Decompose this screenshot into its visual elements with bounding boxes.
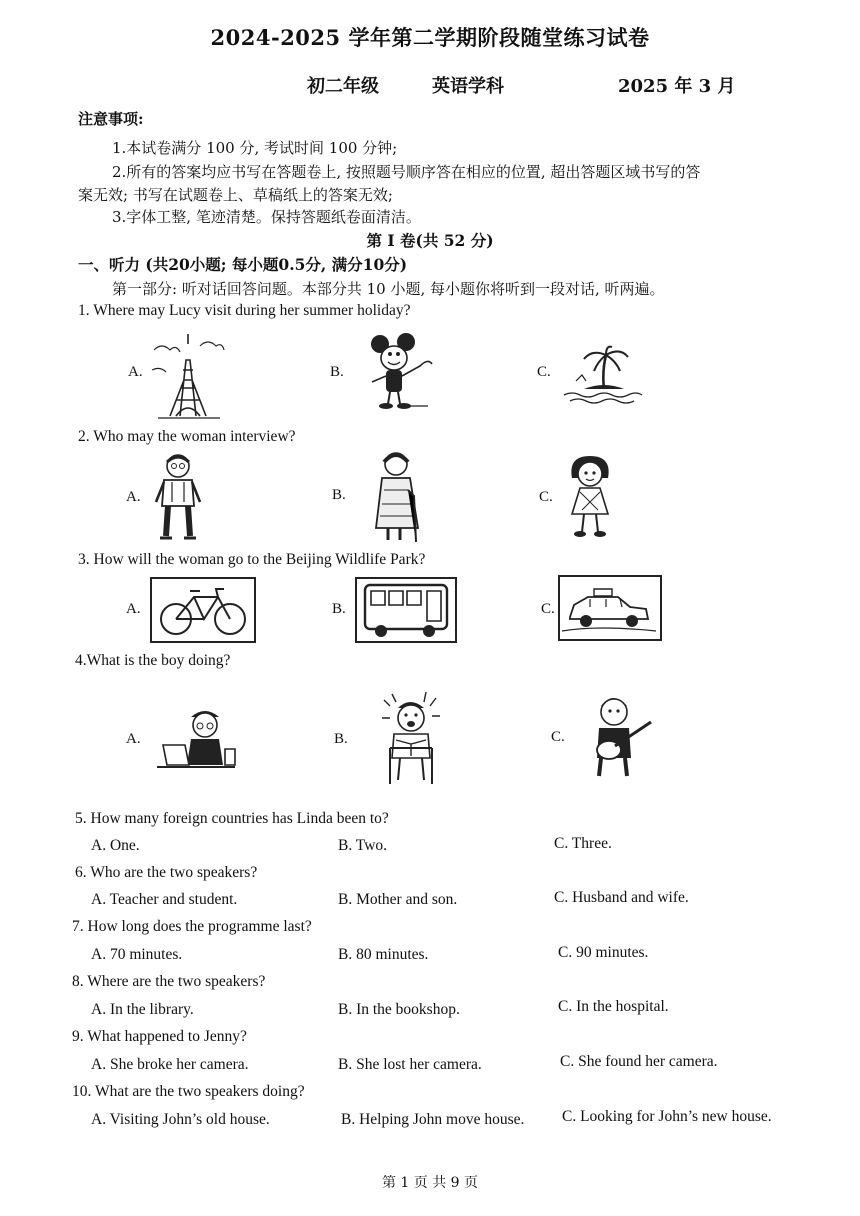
q10-option-a: A. Visiting John’s old house. <box>91 1111 270 1128</box>
notice-heading: 注意事项: <box>78 110 144 128</box>
q2-option-a: A. <box>126 489 141 505</box>
exam-title: 2024-2025 学年第二学期阶段随堂练习试卷 <box>210 25 650 50</box>
q10-option-c: C. Looking for John’s new house. <box>562 1108 772 1125</box>
question-9: 9. What happened to Jenny? <box>72 1028 247 1045</box>
boy-laptop-icon <box>155 705 241 773</box>
q7-option-a: A. 70 minutes. <box>91 946 183 963</box>
q7-option-b: B. 80 minutes. <box>338 946 429 963</box>
q4-option-b: B. <box>334 731 348 747</box>
eiffel-tower-icon <box>150 330 226 420</box>
mickey-mouse-icon <box>358 332 436 414</box>
boy-guitar-icon <box>585 688 657 780</box>
taxi-icon <box>558 575 662 641</box>
question-5: 5. How many foreign countries has Linda been to? <box>75 810 389 827</box>
q2-option-c: C. <box>539 489 553 505</box>
q3-option-a: A. <box>126 601 141 617</box>
grade-label: 初二年级 <box>307 76 379 97</box>
question-3: 3. How will the woman go to the Beijing Wildlife Park? <box>78 551 426 568</box>
q6-option-b: B. Mother and son. <box>338 891 458 908</box>
q9-option-c: C. She found her camera. <box>560 1053 718 1070</box>
q5-option-b: B. Two. <box>338 837 388 854</box>
q5-option-c: C. Three. <box>554 835 612 852</box>
subject-label: 英语学科 <box>432 76 504 97</box>
notice-rule-3: 3.字体工整, 笔迹清楚。保持答题纸卷面清洁。 <box>112 208 421 226</box>
question-6: 6. Who are the two speakers? <box>75 864 258 881</box>
q9-option-a: A. She broke her camera. <box>91 1056 249 1073</box>
notice-rule-2b: 案无效; 书写在试题卷上、草稿纸上的答案无效; <box>78 186 393 204</box>
notice-rule-2a: 2.所有的答案均应书写在答题卷上, 按照题号顺序答在相应的位置, 超出答题区域书写的答 <box>112 163 701 181</box>
q3-option-b: B. <box>332 601 346 617</box>
question-7: 7. How long does the programme last? <box>72 918 312 935</box>
bicycle-icon <box>150 577 256 643</box>
q3-option-c: C. <box>541 601 555 617</box>
bus-icon <box>355 577 457 643</box>
q8-option-c: C. In the hospital. <box>558 998 669 1015</box>
question-4: 4.What is the boy doing? <box>75 652 231 669</box>
q9-option-b: B. She lost her camera. <box>338 1056 482 1073</box>
old-woman-with-cane-icon <box>370 450 428 548</box>
q1-option-c: C. <box>537 364 551 380</box>
q8-option-b: B. In the bookshop. <box>338 1001 460 1018</box>
part-title: 第 I 卷(共 52 分) <box>366 231 494 250</box>
q7-option-c: C. 90 minutes. <box>558 944 649 961</box>
section-listening: 一、听力 (共20小题; 每小题0.5分, 满分10分) <box>78 255 408 274</box>
exam-date: 2025 年 3 月 <box>618 76 736 97</box>
question-10: 10. What are the two speakers doing? <box>72 1083 305 1100</box>
part-instruction: 第一部分: 听对话回答问题。本部分共 10 小题, 每小题你将听到一段对话, 听两遍。 <box>112 280 665 298</box>
question-8: 8. Where are the two speakers? <box>72 973 266 990</box>
old-man-icon <box>150 452 206 542</box>
q1-option-b: B. <box>330 364 344 380</box>
page-number: 第 1 页 共 9 页 <box>381 1175 479 1191</box>
question-2: 2. Who may the woman interview? <box>78 428 296 445</box>
palm-island-icon <box>562 345 642 405</box>
q2-option-b: B. <box>332 487 346 503</box>
q5-option-a: A. One. <box>91 837 140 854</box>
q6-option-c: C. Husband and wife. <box>554 889 689 906</box>
q6-option-a: A. Teacher and student. <box>91 891 238 908</box>
q4-option-a: A. <box>126 731 141 747</box>
q4-option-c: C. <box>551 729 565 745</box>
question-1: 1. Where may Lucy visit during her summer holiday? <box>78 302 411 319</box>
q10-option-b: B. Helping John move house. <box>341 1111 525 1128</box>
notice-rule-1: 1.本试卷满分 100 分, 考试时间 100 分钟; <box>112 139 398 157</box>
boy-reading-icon <box>380 692 442 788</box>
q1-option-a: A. <box>128 364 143 380</box>
q8-option-a: A. In the library. <box>91 1001 194 1018</box>
girl-icon <box>562 452 620 540</box>
